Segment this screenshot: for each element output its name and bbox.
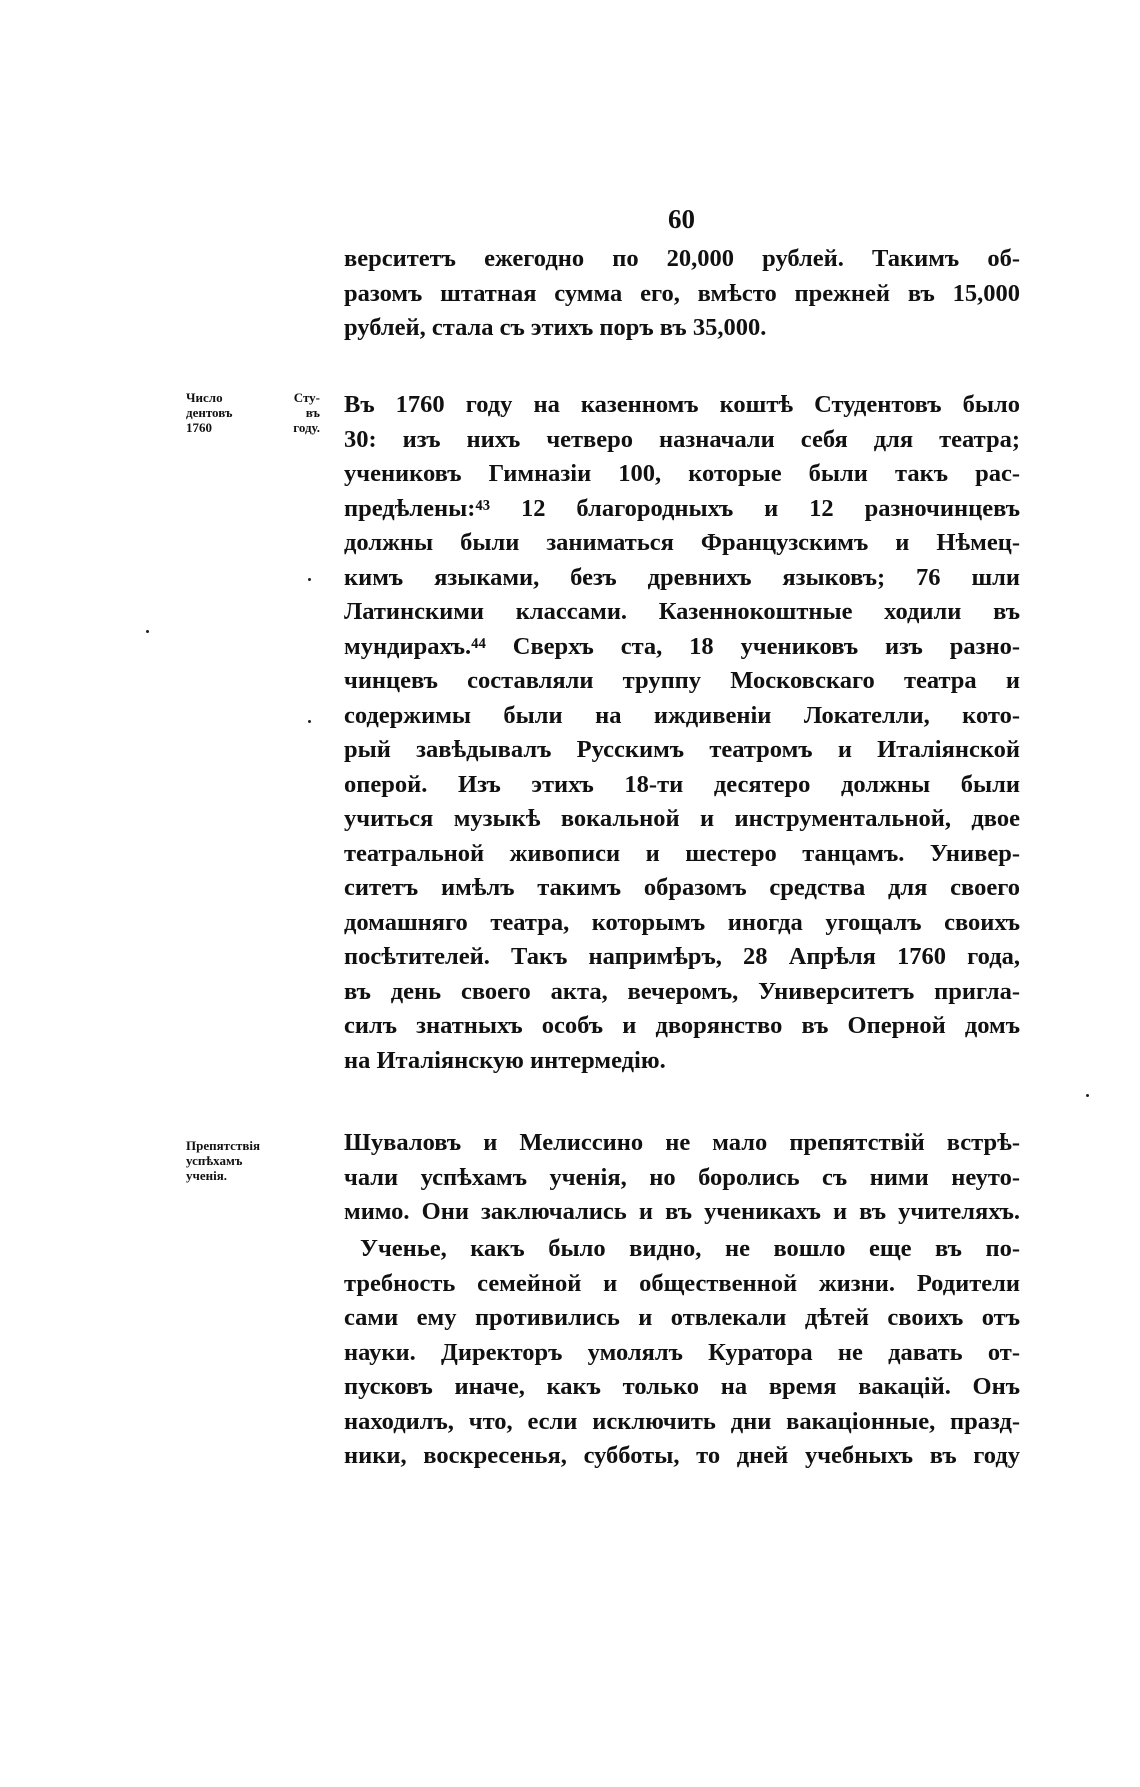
text-line: кимъ языками, безъ древнихъ языковъ; 76 шли bbox=[344, 563, 1020, 591]
text-line: верситетъ ежегодно по 20,000 рублей. Такимъ об- bbox=[344, 245, 1020, 272]
margin-note-line: успѣхамъ bbox=[186, 1153, 243, 1168]
text-line: рый завѣдывалъ Русскимъ театромъ и Италіянской bbox=[344, 736, 1020, 763]
text-line: Ученье, какъ было видно, не вошло еще въ по- bbox=[360, 1235, 1020, 1262]
margin-note-line: ученія. bbox=[186, 1168, 227, 1183]
text-line: разомъ штатная сумма его, вмѣсто прежней въ 15,000 bbox=[344, 279, 1020, 307]
text-line: требность семейной и общественной жизни. Родители bbox=[344, 1269, 1020, 1297]
text-line: мимо. Они заключались и въ ученикахъ и въ учителяхъ. bbox=[344, 1198, 1020, 1225]
text-line: въ день своего акта, вечеромъ, Университетъ пригла- bbox=[344, 977, 1020, 1005]
text-line: оперой. Изъ этихъ 18-ти десятеро должны были bbox=[344, 770, 1020, 798]
text-line: рублей, стала съ этихъ поръ въ 35,000. bbox=[344, 314, 767, 341]
text-line: Шуваловъ и Мелиссино не мало препятствій встрѣ- bbox=[344, 1129, 1020, 1156]
margin-note-line: 1760 году. bbox=[186, 420, 320, 435]
text-line: мундирахъ.⁴⁴ Сверхъ ста, 18 учениковъ изъ разно- bbox=[344, 632, 1020, 660]
text-line: пусковъ иначе, какъ только на время вакацій. Онъ bbox=[344, 1373, 1020, 1400]
margin-note-line: дентовъ въ bbox=[186, 405, 320, 420]
text-line: находилъ, что, если исключить дни вакаціонные, празд- bbox=[344, 1407, 1020, 1435]
text-line: предѣлены:⁴³ 12 благородныхъ и 12 разночинцевъ bbox=[344, 494, 1020, 522]
text-line: сами ему противились и отвлекали дѣтей своихъ отъ bbox=[344, 1304, 1020, 1331]
text-line: Латинскими классами. Казеннокоштные ходили въ bbox=[344, 598, 1020, 625]
text-line: ситетъ имѣлъ такимъ образомъ средства для своего bbox=[344, 874, 1020, 901]
paragraph-teaching bbox=[344, 1232, 1020, 1474]
text-line: чинцевъ составляли труппу Московскаго театра и bbox=[344, 667, 1020, 694]
margin-note-line: Число Сту- bbox=[186, 390, 320, 405]
text-line: Въ 1760 году на казенномъ коштѣ Студентовъ было bbox=[344, 391, 1020, 418]
text-line: должны были заниматься Французскимъ и Нѣмец- bbox=[344, 529, 1020, 556]
text-line: учениковъ Гимназіи 100, которые были такъ рас- bbox=[344, 460, 1020, 487]
paragraph-obstacles bbox=[344, 1126, 1020, 1230]
text-line: театральной живописи и шестеро танцамъ. Универ- bbox=[344, 839, 1020, 867]
text-line: на Италіянскую интермедію. bbox=[344, 1046, 666, 1074]
text-line: домашняго театра, которымъ иногда угощалъ своихъ bbox=[344, 908, 1020, 936]
scan-speck bbox=[308, 720, 311, 723]
text-line: посѣтителей. Такъ напримѣръ, 28 Апрѣля 1760 года, bbox=[344, 943, 1020, 970]
page-number: 60 bbox=[668, 204, 695, 234]
scan-speck bbox=[308, 578, 311, 581]
margin-note-line: Препятствія bbox=[186, 1138, 261, 1153]
margin-note-students-1760 bbox=[186, 390, 320, 435]
text-line: учиться музыкѣ вокальной и инструментальной, двое bbox=[344, 805, 1020, 832]
scan-speck bbox=[146, 630, 149, 633]
text-line: силъ знатныхъ особъ и дворянство въ Оперной домъ bbox=[344, 1012, 1020, 1039]
margin-note-obstacles bbox=[186, 1138, 304, 1183]
text-line: науки. Директоръ умолялъ Куратора не давать от- bbox=[344, 1338, 1020, 1366]
scan-speck bbox=[1086, 1094, 1089, 1097]
text-line: ники, воскресенья, субботы, то дней учебныхъ въ году bbox=[344, 1442, 1020, 1469]
paragraph-continuation bbox=[344, 242, 1020, 346]
text-line: чали успѣхамъ ученія, но боролись съ ними неуто- bbox=[344, 1163, 1020, 1191]
paragraph-students-1760 bbox=[344, 388, 1020, 1078]
text-line: 30: изъ нихъ четверо назначали себя для театра; bbox=[344, 425, 1020, 453]
text-line: содержимы были на иждивеніи Локателли, кото- bbox=[344, 701, 1020, 729]
